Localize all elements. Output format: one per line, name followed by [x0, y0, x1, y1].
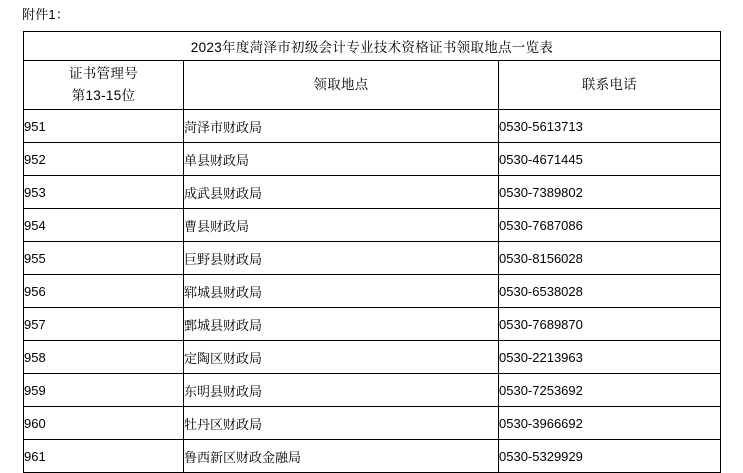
- cell-contact-phone: 0530-7253692: [499, 374, 721, 407]
- table-row: [24, 110, 721, 143]
- cell-contact-phone: 0530-7689870: [499, 308, 721, 341]
- cell-pickup-place: 菏泽市财政局: [184, 110, 499, 143]
- certificate-pickup-table: [23, 31, 721, 473]
- certificate-table-container: [23, 31, 720, 473]
- cell-pickup-place: 东明县财政局: [184, 374, 499, 407]
- table-row: [24, 143, 721, 176]
- cell-contact-phone: 0530-6538028: [499, 275, 721, 308]
- table-row: [24, 209, 721, 242]
- table-row: [24, 440, 721, 473]
- table-body: [24, 32, 721, 473]
- cell-cert-code: 959: [24, 374, 184, 407]
- header-cert-code-line2: 第13-15位: [71, 88, 136, 103]
- attachment-label: 附件1：: [22, 7, 70, 22]
- cell-contact-phone: 0530-3966692: [499, 407, 721, 440]
- table-row: [24, 242, 721, 275]
- table-row: [24, 176, 721, 209]
- cell-cert-code: 961: [24, 440, 184, 473]
- table-row: [24, 341, 721, 374]
- cell-pickup-place: 曹县财政局: [184, 209, 499, 242]
- cell-cert-code: 954: [24, 209, 184, 242]
- table-title-row: [24, 32, 721, 61]
- cell-contact-phone: 0530-5613713: [499, 110, 721, 143]
- cell-contact-phone: 0530-7389802: [499, 176, 721, 209]
- cell-cert-code: 952: [24, 143, 184, 176]
- cell-pickup-place: 单县财政局: [184, 143, 499, 176]
- cell-pickup-place: 成武县财政局: [184, 176, 499, 209]
- cell-contact-phone: 0530-4671445: [499, 143, 721, 176]
- cell-pickup-place: 鄄城县财政局: [184, 308, 499, 341]
- cell-cert-code: 958: [24, 341, 184, 374]
- table-header-row: [24, 61, 721, 110]
- cell-contact-phone: 0530-5329929: [499, 440, 721, 473]
- cell-cert-code: 960: [24, 407, 184, 440]
- cell-cert-code: 955: [24, 242, 184, 275]
- table-row: [24, 275, 721, 308]
- cell-cert-code: 957: [24, 308, 184, 341]
- cell-pickup-place: 定陶区财政局: [184, 341, 499, 374]
- cell-contact-phone: 0530-8156028: [499, 242, 721, 275]
- header-pickup-place: 领取地点: [184, 61, 499, 110]
- cell-pickup-place: 鲁西新区财政金融局: [184, 440, 499, 473]
- cell-cert-code: 951: [24, 110, 184, 143]
- table-title: 2023年度菏泽市初级会计专业技术资格证书领取地点一览表: [24, 32, 721, 61]
- header-cert-code-line1: 证书管理号: [69, 66, 138, 81]
- cell-pickup-place: 巨野县财政局: [184, 242, 499, 275]
- table-row: [24, 407, 721, 440]
- cell-pickup-place: 郓城县财政局: [184, 275, 499, 308]
- header-cert-code: [24, 61, 184, 110]
- table-row: [24, 374, 721, 407]
- cell-cert-code: 953: [24, 176, 184, 209]
- table-row: [24, 308, 721, 341]
- cell-pickup-place: 牡丹区财政局: [184, 407, 499, 440]
- header-contact-phone: 联系电话: [499, 61, 721, 110]
- cell-contact-phone: 0530-2213963: [499, 341, 721, 374]
- cell-cert-code: 956: [24, 275, 184, 308]
- cell-contact-phone: 0530-7687086: [499, 209, 721, 242]
